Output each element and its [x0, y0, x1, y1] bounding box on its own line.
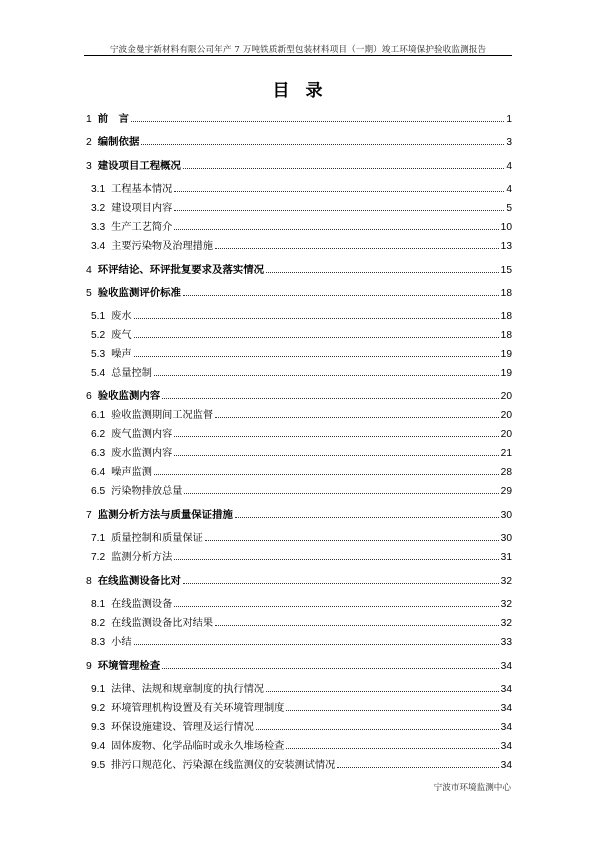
- toc-entry-label: [86, 718, 254, 733]
- toc-entry-title: 环保设施建设、管理及运行情况: [111, 722, 254, 733]
- toc-leader-dots: [174, 436, 498, 437]
- toc-entry-title: 在线监测设备比对: [97, 575, 181, 587]
- toc-leader-dots: [174, 191, 504, 192]
- toc-leader-dots: [134, 318, 499, 319]
- toc-leader-dots: [235, 517, 499, 518]
- toc-entry-title: 质量控制和质量保证: [111, 533, 203, 544]
- toc-leader-dots: [266, 272, 499, 273]
- toc-page-number: 20: [500, 391, 512, 402]
- toc-leader-dots: [162, 398, 499, 399]
- toc-entry-number: 3.1: [91, 184, 106, 195]
- toc-entry-label: [86, 444, 172, 459]
- toc-entry-label: [86, 633, 132, 648]
- toc-leader-dots: [215, 625, 499, 626]
- toc-chapter-entry[interactable]: [86, 283, 512, 299]
- toc-chapter-entry[interactable]: [86, 386, 512, 402]
- toc-section-entry[interactable]: [86, 679, 512, 695]
- toc-section-entry[interactable]: [86, 179, 512, 195]
- toc-entry-title: 排污口规范化、污染源在线监测仪的安装测试情况: [111, 760, 336, 771]
- toc-page-number: 31: [500, 552, 512, 563]
- toc-entry-number: 7.1: [91, 533, 106, 544]
- toc-entry-number: 9.3: [91, 722, 106, 733]
- toc-leader-dots: [174, 229, 498, 230]
- toc-entry-number: 1: [86, 114, 92, 125]
- toc-entry-number: 7.2: [91, 552, 106, 563]
- toc-entry-title: 噪声监测: [111, 467, 152, 478]
- toc-page-number: 29: [500, 486, 512, 497]
- toc-entry-title: 在线监测设备: [111, 599, 173, 610]
- toc-page-number: 18: [500, 311, 512, 322]
- toc-leader-dots: [286, 710, 498, 711]
- toc-section-entry[interactable]: [86, 632, 512, 648]
- toc-chapter-entry[interactable]: [86, 156, 512, 172]
- toc-entry-title: 污染物排放总量: [111, 486, 183, 497]
- toc-entry-label: [86, 157, 181, 172]
- toc-leader-dots: [266, 691, 499, 692]
- toc-leader-dots: [286, 748, 498, 749]
- toc-entry-number: 9.2: [91, 703, 106, 714]
- toc-entry-number: 5.1: [91, 311, 106, 322]
- toc-entry-label: [86, 345, 132, 360]
- toc-section-entry[interactable]: [86, 594, 512, 610]
- toc-entry-label: [86, 548, 172, 563]
- toc-entry-title: 验收监测期间工况监督: [111, 410, 214, 421]
- page-title: 目录: [272, 81, 339, 101]
- toc-entry-number: 6: [86, 391, 92, 402]
- toc-entry-number: 8.1: [91, 599, 106, 610]
- toc-section-entry[interactable]: [86, 755, 512, 771]
- toc-section-entry[interactable]: [86, 405, 512, 421]
- toc-leader-dots: [215, 417, 499, 418]
- toc-leader-dots: [154, 474, 499, 475]
- toc-leader-dots: [134, 356, 499, 357]
- toc-entry-title: 总量控制: [111, 368, 152, 379]
- toc-page-number: 19: [500, 349, 512, 360]
- toc-entry-title: 建设项目内容: [111, 203, 173, 214]
- toc-leader-dots: [174, 210, 504, 211]
- toc-section-entry[interactable]: [86, 424, 512, 440]
- toc-entry-title: 环评结论、环评批复要求及落实情况: [97, 264, 265, 276]
- toc-leader-dots: [205, 540, 499, 541]
- toc-page-number: 30: [500, 533, 512, 544]
- toc-leader-dots: [337, 767, 498, 768]
- toc-section-entry[interactable]: [86, 306, 512, 322]
- toc-section-entry[interactable]: [86, 613, 512, 629]
- toc-section-entry[interactable]: [86, 198, 512, 214]
- running-header: 宁波金曼宇新材料有限公司年产 7 万吨铁质新型包装材料项目（一期）竣工环境保护验收监测报告: [109, 45, 487, 55]
- toc-entry-title: 监测分析方法与质量保证措施: [97, 509, 233, 521]
- toc-entry-number: 9.1: [91, 684, 106, 695]
- toc-entry-number: 5.2: [91, 330, 106, 341]
- toc-page-number: 15: [500, 265, 512, 276]
- toc-entry-title: 废水监测内容: [111, 448, 173, 459]
- toc-page-number: 13: [500, 241, 512, 252]
- toc-section-entry[interactable]: [86, 717, 512, 733]
- toc-chapter-entry[interactable]: [86, 505, 512, 521]
- toc-entry-label: [86, 110, 129, 125]
- toc-entry-number: 5: [86, 288, 92, 299]
- toc-entry-number: 3.3: [91, 222, 106, 233]
- toc-entry-label: [86, 595, 172, 610]
- toc-section-entry[interactable]: [86, 736, 512, 752]
- toc-entry-label: [86, 680, 264, 695]
- toc-page-number: 4: [506, 184, 512, 195]
- toc-entry-number: 3: [86, 161, 92, 172]
- toc-leader-dots: [174, 455, 498, 456]
- toc-page-number: 32: [500, 618, 512, 629]
- toc-section-entry[interactable]: [86, 547, 512, 563]
- toc-entry-label: [86, 529, 203, 544]
- toc-entry-label: [86, 506, 233, 521]
- toc-entry-label: [86, 364, 152, 379]
- toc-entry-number: 9.5: [91, 760, 106, 771]
- toc-page-number: 1: [506, 114, 512, 125]
- toc-leader-dots: [162, 668, 499, 669]
- toc-chapter-entry[interactable]: [86, 109, 512, 125]
- toc-leader-dots: [183, 295, 499, 296]
- toc-section-entry[interactable]: [86, 698, 512, 714]
- toc-page-number: 19: [500, 368, 512, 379]
- toc-entry-title: 小结: [111, 637, 132, 648]
- toc-entry-title: 在线监测设备比对结果: [111, 618, 214, 629]
- toc-chapter-entry[interactable]: [86, 571, 512, 587]
- toc-entry-label: [86, 614, 213, 629]
- toc-entry-label: [86, 326, 132, 341]
- toc-page-number: 34: [500, 722, 512, 733]
- toc-entry-label: [86, 657, 160, 672]
- toc-leader-dots: [183, 168, 504, 169]
- toc-entry-number: 2: [86, 137, 92, 148]
- toc-page-number: 34: [500, 760, 512, 771]
- toc-entry-label: [86, 261, 264, 276]
- toc-entry-number: 3.4: [91, 241, 106, 252]
- toc-page-number: 5: [506, 203, 512, 214]
- toc-leader-dots: [183, 583, 499, 584]
- toc-entry-title: 废气: [111, 330, 132, 341]
- toc-entry-label: [86, 180, 172, 195]
- toc-entry-title: 法律、法规和规章制度的执行情况: [111, 684, 264, 695]
- toc-entry-label: [86, 307, 132, 322]
- toc-entry-title: 工程基本情况: [111, 184, 173, 195]
- toc-entry-title: 编制依据: [97, 136, 140, 148]
- toc-leader-dots: [215, 248, 499, 249]
- toc-entry-number: 5.4: [91, 368, 106, 379]
- running-footer: 宁波市环境监测中心: [433, 783, 511, 793]
- toc-section-entry[interactable]: [86, 462, 512, 478]
- toc-entry-title: 主要污染物及治理措施: [111, 241, 214, 252]
- toc-entry-label: [86, 133, 139, 148]
- toc-section-entry[interactable]: [86, 344, 512, 360]
- toc-entry-label: [86, 482, 182, 497]
- toc-page-number: 28: [500, 467, 512, 478]
- toc-entry-title: 噪声: [111, 349, 132, 360]
- toc-entry-title: 验收监测评价标准: [97, 287, 181, 299]
- toc-page-number: 34: [500, 703, 512, 714]
- toc-chapter-entry[interactable]: [86, 260, 512, 276]
- toc-entry-number: 9.4: [91, 741, 106, 752]
- toc-page-number: 4: [506, 161, 512, 172]
- toc-entry-title: 生产工艺简介: [111, 222, 173, 233]
- toc-page-number: 21: [500, 448, 512, 459]
- toc-section-entry[interactable]: [86, 217, 512, 233]
- toc-leader-dots: [134, 644, 499, 645]
- toc-page-number: 18: [500, 288, 512, 299]
- toc-page-number: 3: [506, 137, 512, 148]
- toc-page-number: 32: [500, 599, 512, 610]
- toc-entry-label: [86, 237, 213, 252]
- toc-entry-label: [86, 572, 181, 587]
- toc-leader-dots: [256, 729, 499, 730]
- toc-entry-number: 6.4: [91, 467, 106, 478]
- toc-page-number: 20: [500, 429, 512, 440]
- toc-entry-number: 6.5: [91, 486, 106, 497]
- toc-entry-label: [86, 756, 335, 771]
- toc-page-number: 18: [500, 330, 512, 341]
- toc-leader-dots: [134, 337, 499, 338]
- toc-leader-dots: [141, 144, 504, 145]
- toc-entry-label: [86, 425, 172, 440]
- toc-entry-label: [86, 406, 213, 421]
- toc-entry-number: 4: [86, 265, 92, 276]
- toc-leader-dots: [154, 375, 499, 376]
- toc-entry-number: 5.3: [91, 349, 106, 360]
- toc-entry-title: 固体废物、化学品临时或永久堆场检查: [111, 741, 285, 752]
- toc-leader-dots: [184, 493, 498, 494]
- toc-entry-number: 8.2: [91, 618, 106, 629]
- toc-page-number: 33: [500, 637, 512, 648]
- toc-entry-title: 建设项目工程概况: [97, 160, 181, 172]
- toc-page-number: 34: [500, 684, 512, 695]
- toc-entry-number: 7: [86, 510, 92, 521]
- toc-section-entry[interactable]: [86, 481, 512, 497]
- toc-page-number: 10: [500, 222, 512, 233]
- toc-entry-title: 前 言: [97, 113, 129, 125]
- toc-entry-number: 8: [86, 576, 92, 587]
- toc-entry-label: [86, 699, 284, 714]
- toc-entry-title: 废水: [111, 311, 132, 322]
- toc-entry-number: 3.2: [91, 203, 106, 214]
- toc-entry-label: [86, 199, 172, 214]
- toc-leader-dots: [131, 121, 504, 122]
- toc-section-entry[interactable]: [86, 325, 512, 341]
- toc-leader-dots: [174, 606, 498, 607]
- toc-entry-label: [86, 463, 152, 478]
- toc-entry-label: [86, 387, 160, 402]
- toc-entry-number: 6.1: [91, 410, 106, 421]
- toc-section-entry[interactable]: [86, 528, 512, 544]
- toc-entry-number: 6.3: [91, 448, 106, 459]
- toc-chapter-entry[interactable]: [86, 656, 512, 672]
- toc-page-number: 32: [500, 576, 512, 587]
- toc-page-number: 34: [500, 661, 512, 672]
- toc-entry-title: 环境管理机构设置及有关环境管理制度: [111, 703, 285, 714]
- toc-entry-label: [86, 284, 181, 299]
- toc-entry-number: 6.2: [91, 429, 106, 440]
- toc-entry-number: 9: [86, 661, 92, 672]
- toc-page-number: 20: [500, 410, 512, 421]
- header-rule: [84, 55, 512, 56]
- toc-page-number: 34: [500, 741, 512, 752]
- toc-entry-title: 废气监测内容: [111, 429, 173, 440]
- toc-entry-label: [86, 737, 284, 752]
- toc-page-number: 30: [500, 510, 512, 521]
- toc-entry-title: 验收监测内容: [97, 390, 161, 402]
- toc-leader-dots: [174, 559, 498, 560]
- toc-entry-title: 监测分析方法: [111, 552, 173, 563]
- toc-section-entry[interactable]: [86, 363, 512, 379]
- toc-entry-label: [86, 218, 172, 233]
- toc-section-entry[interactable]: [86, 236, 512, 252]
- toc-chapter-entry[interactable]: [86, 132, 512, 148]
- toc-entry-title: 环境管理检查: [97, 660, 161, 672]
- toc-section-entry[interactable]: [86, 443, 512, 459]
- toc-entry-number: 8.3: [91, 637, 106, 648]
